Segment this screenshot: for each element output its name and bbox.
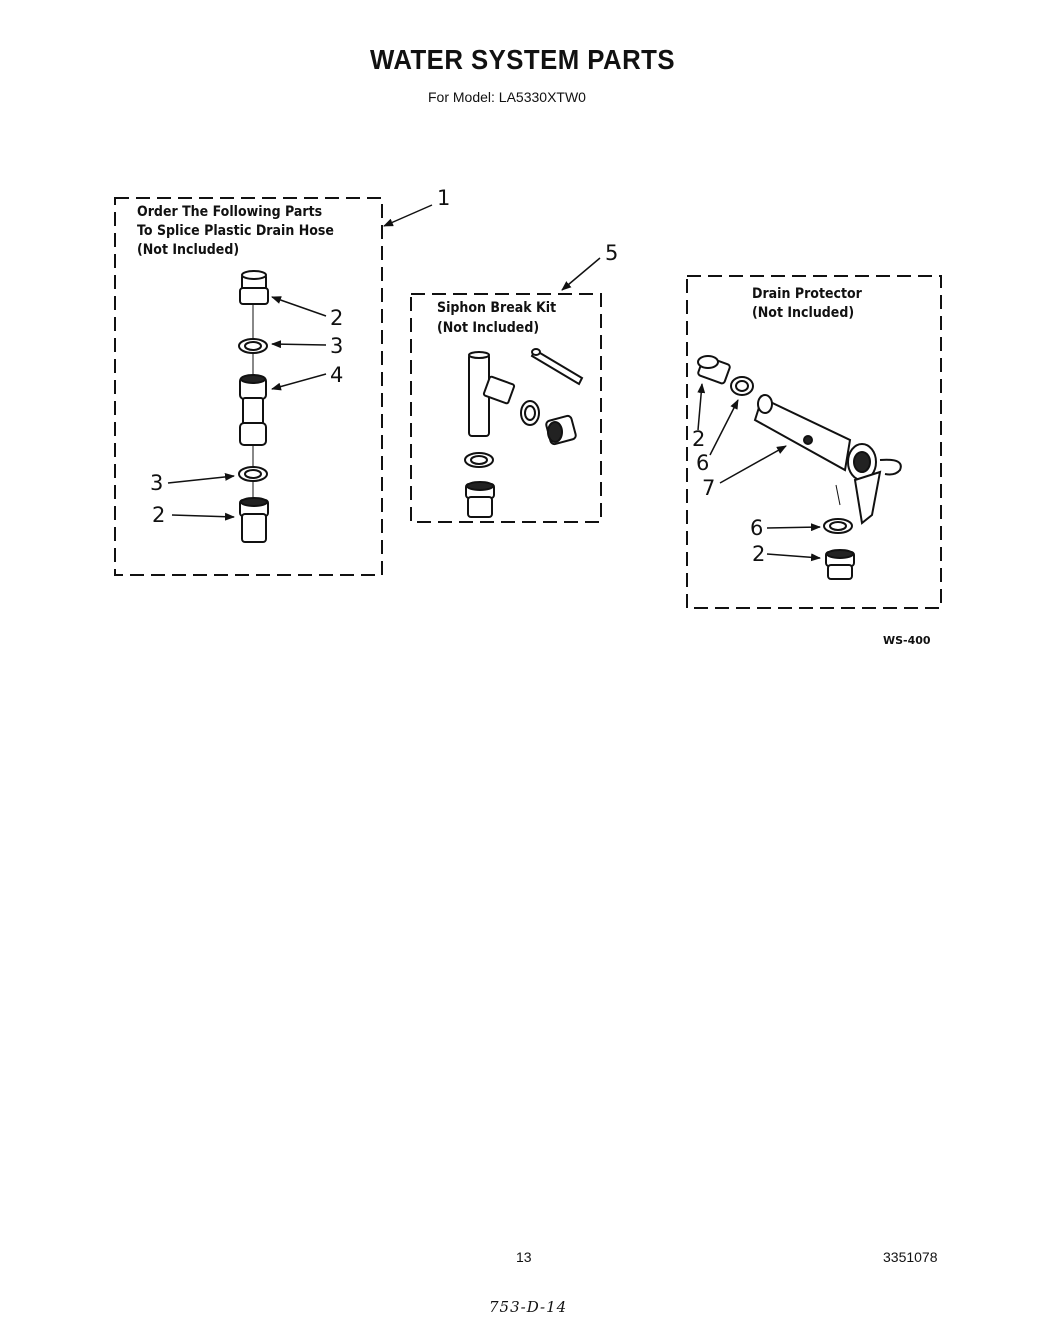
splice-parts	[239, 270, 268, 542]
callout-number: 6	[750, 516, 764, 540]
siphon-kit-label-line1: Siphon Break Kit	[437, 300, 557, 316]
handwritten-note: 753-D-14	[489, 1298, 568, 1316]
drain-protector-label-line2: (Not Included)	[752, 305, 855, 321]
splice-kit-label-line1: Order The Following Parts	[137, 204, 323, 220]
document-number: 3351078	[883, 1249, 938, 1265]
splice-kit-label-line3: (Not Included)	[137, 242, 240, 258]
callout-number: 2	[330, 306, 344, 330]
callout-1-number: 1	[437, 186, 451, 210]
callout-1-leader	[384, 205, 432, 226]
callout-number: 2	[692, 427, 706, 451]
drain-protector-label-line1: Drain Protector	[752, 286, 862, 302]
callout-number: 2	[152, 503, 166, 527]
callout-number: 7	[702, 476, 716, 500]
figure-code: WS-400	[883, 634, 931, 647]
siphon-kit-label-line2: (Not Included)	[437, 320, 540, 336]
callout-number: 4	[330, 363, 344, 387]
callout-5-number: 5	[605, 241, 619, 265]
drain-parts	[697, 356, 900, 579]
page-number: 13	[516, 1249, 532, 1265]
callout-number: 2	[752, 542, 766, 566]
model-subtitle: For Model: LA5330XTW0	[428, 89, 586, 105]
splice-kit-label-line2: To Splice Plastic Drain Hose	[137, 223, 334, 239]
callout-number: 3	[150, 471, 164, 495]
page-title: WATER SYSTEM PARTS	[369, 44, 676, 75]
callout-number: 3	[330, 334, 344, 358]
siphon-parts	[465, 349, 582, 517]
callout-5-leader	[562, 258, 600, 290]
callout-number: 6	[696, 451, 710, 475]
